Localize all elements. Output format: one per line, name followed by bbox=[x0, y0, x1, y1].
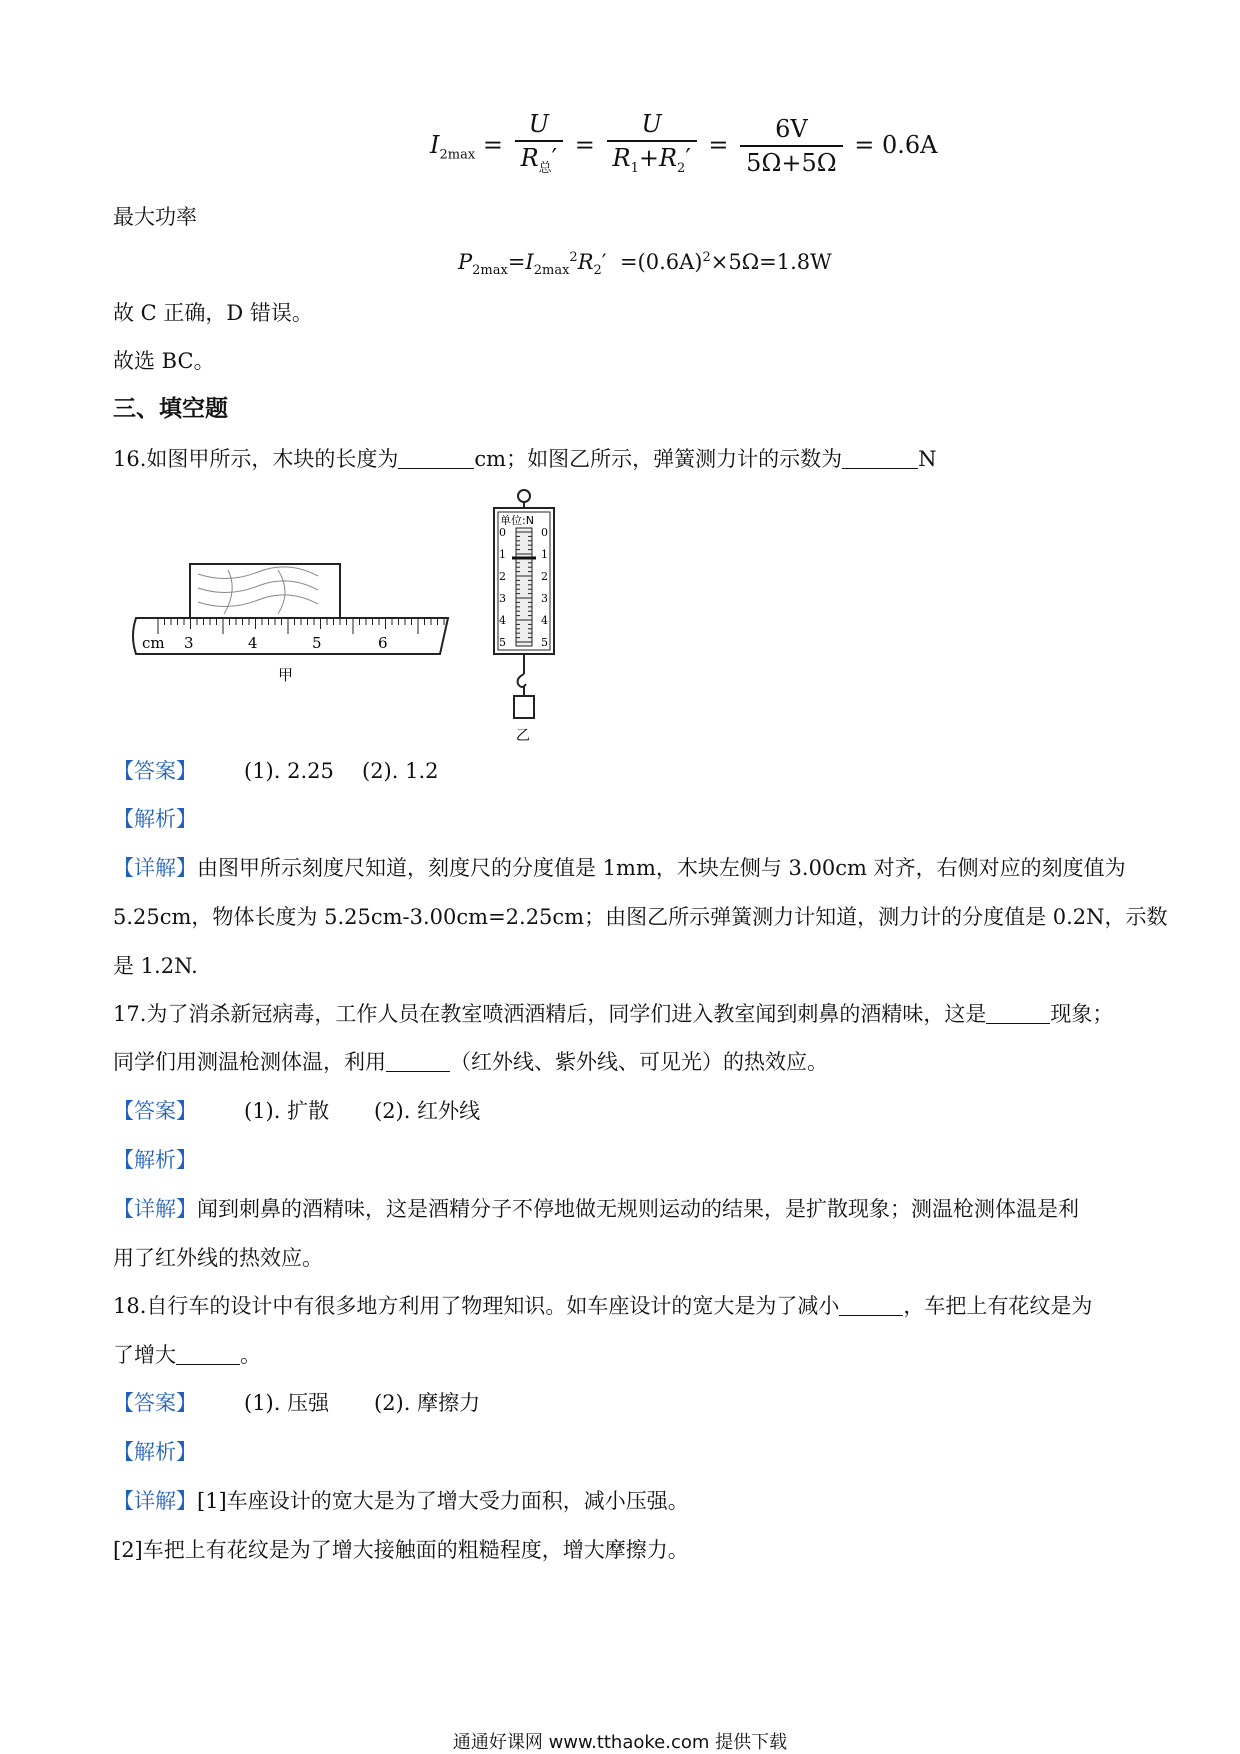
power-calc-b: ×5Ω=1.8W bbox=[710, 250, 832, 274]
resistance-prime: ′ bbox=[601, 250, 607, 274]
q16-detail-1 bbox=[113, 853, 1133, 883]
q16-detail-l1: 由图甲所示刻度尺知道，刻度尺的分度值是 1mm，木块左侧与 3.00cm 对齐，右侧对应的刻度值为 bbox=[197, 856, 1126, 880]
q16-blank-2[interactable] bbox=[842, 448, 918, 469]
weight-block bbox=[514, 696, 534, 718]
fraction-3-num: 6V bbox=[740, 113, 842, 147]
q17-blank-1[interactable] bbox=[986, 1003, 1050, 1024]
q16-detail-2: 5.25cm，物体长度为 5.25cm-3.00cm=2.25cm；由图乙所示弹簧测力计知道，测力计的分度值是 0.2N，示数 bbox=[113, 905, 1168, 929]
q18-detail-tag: 【详解】 bbox=[113, 1489, 197, 1513]
fraction-3-den: 5Ω+5Ω bbox=[746, 149, 837, 178]
q16-detail-3: 是 1.2N. bbox=[113, 954, 198, 978]
ruler-unit: cm bbox=[142, 634, 165, 652]
q16-detail-tag: 【详解】 bbox=[113, 856, 197, 880]
fraction-2 bbox=[607, 108, 697, 185]
power-calc-a: =(0.6A) bbox=[619, 250, 703, 274]
scale-tick-3: 3 bbox=[499, 592, 506, 605]
fraction-2-den-b-sub: 2 bbox=[677, 160, 686, 176]
formula-power-max bbox=[458, 250, 832, 278]
q17-detail-tag: 【详解】 bbox=[113, 1197, 197, 1221]
scale-tick-1: 1 bbox=[499, 548, 506, 561]
conclusion-2: 故选 BC。 bbox=[113, 349, 215, 373]
q18-l2b: 。 bbox=[240, 1343, 261, 1367]
q18-detail-l1: [1]车座设计的宽大是为了增大受力面积，减小压强。 bbox=[197, 1489, 689, 1513]
q17-l2a: 同学们用测温枪测体温，利用 bbox=[113, 1050, 386, 1074]
eq-current: =I bbox=[507, 250, 534, 274]
q18-analysis-tag: 【解析】 bbox=[113, 1440, 197, 1464]
scale-unit: 单位:N bbox=[500, 514, 534, 527]
q17-blank-2[interactable] bbox=[386, 1051, 450, 1072]
q17-answer-tag: 【答案】 bbox=[113, 1099, 197, 1123]
fraction-1-den-sub: 总 bbox=[538, 160, 552, 176]
q18-l1a: 18.自行车的设计中有很多地方利用了物理知识。如车座设计的宽大是为了减小 bbox=[113, 1294, 840, 1318]
page-footer: 通通好课网 www.tthaoke.com 提供下载 bbox=[452, 1732, 788, 1753]
q16-answer-2: (2). 1.2 bbox=[362, 759, 439, 783]
q18-line-2 bbox=[113, 1340, 1133, 1370]
q17-l2b: （红外线、紫外线、可见光）的热效应。 bbox=[450, 1050, 828, 1074]
scale-tick-2: 2 bbox=[499, 570, 506, 583]
scale-tick-2-right: 2 bbox=[541, 570, 548, 583]
q16-text-b: cm；如图乙所示，弹簧测力计的示数为 bbox=[474, 447, 843, 471]
fraction-1-den-prime: ′ bbox=[551, 144, 558, 172]
power-symbol: P bbox=[458, 250, 473, 274]
ruler-figure bbox=[128, 530, 468, 690]
q17-l1b: 现象； bbox=[1050, 1002, 1114, 1026]
current-sub: 2max bbox=[533, 263, 570, 279]
q18-l2a: 了增大 bbox=[113, 1343, 176, 1367]
ruler-tick-6: 6 bbox=[378, 634, 388, 652]
q17-l1a: 17.为了消杀新冠病毒，工作人员在教室喷洒酒精后，同学们进入教室闻到刺鼻的酒精味，这是 bbox=[113, 1002, 987, 1026]
ruler-tick-4: 4 bbox=[248, 634, 258, 652]
scale-tick-3-right: 3 bbox=[541, 592, 548, 605]
q18-answer-2: (2). 摩擦力 bbox=[374, 1391, 481, 1415]
q17-answer-1: (1). 扩散 bbox=[244, 1099, 330, 1123]
q18-blank-1[interactable] bbox=[839, 1295, 903, 1316]
scale-tick-5-right: 5 bbox=[541, 636, 548, 649]
q18-answer-1: (1). 压强 bbox=[244, 1391, 330, 1415]
q18-detail-1 bbox=[113, 1486, 1133, 1516]
q17-analysis-tag: 【解析】 bbox=[113, 1148, 197, 1172]
ruler-caption: 甲 bbox=[278, 666, 294, 684]
scale-tick-5: 5 bbox=[499, 636, 506, 649]
fraction-2-den-b: R bbox=[658, 144, 678, 172]
fraction-1 bbox=[515, 108, 564, 185]
scale-tick-0: 0 bbox=[499, 526, 506, 539]
q16-analysis-tag: 【解析】 bbox=[113, 807, 197, 831]
q17-detail-1 bbox=[113, 1194, 1133, 1224]
fraction-2-den-prime: ′ bbox=[685, 144, 691, 172]
scale-tick-4: 4 bbox=[499, 614, 506, 627]
formula-lhs-sub: 2max bbox=[439, 147, 476, 163]
q17-detail-2: 用了红外线的热效应。 bbox=[113, 1246, 323, 1270]
ruler-tick-5: 5 bbox=[312, 634, 322, 652]
q18-l1b: ，车把上有花纹是为 bbox=[903, 1294, 1093, 1318]
q16-text-a: 16.如图甲所示，木块的长度为 bbox=[113, 447, 399, 471]
power-sub: 2max bbox=[472, 263, 508, 279]
q18-answer-tag: 【答案】 bbox=[113, 1391, 197, 1415]
formula-result: = 0.6A bbox=[854, 130, 938, 159]
formula-current-max: $I_{2max}$ = $\frac{U}{R_总'}$ = $\frac{U}{R_1+R_2'}$ = $\frac{6V}{5\Omega+5\Omega}$ = 0.6A bbox=[430, 108, 938, 185]
q17-detail-l1: 闻到刺鼻的酒精味，这是酒精分子不停地做无规则运动的结果，是扩散现象；测温枪测体温是利 bbox=[197, 1197, 1079, 1221]
spring-scale-figure bbox=[486, 488, 566, 748]
power-calc-sup: 2 bbox=[702, 250, 711, 265]
fraction-2-den-a: R bbox=[612, 144, 631, 172]
fraction-3 bbox=[740, 113, 842, 179]
q17-answer-2: (2). 红外线 bbox=[374, 1099, 481, 1123]
scale-caption: 乙 bbox=[516, 728, 530, 744]
scale-tick-4-right: 4 bbox=[541, 614, 548, 627]
fraction-2-den-plus: + bbox=[638, 144, 659, 172]
q16-answer-1: (1). 2.25 bbox=[244, 759, 334, 783]
q18-blank-2[interactable] bbox=[176, 1344, 240, 1365]
current-sup: 2 bbox=[569, 250, 578, 265]
q17-line-2 bbox=[113, 1047, 1133, 1077]
q16-text-c: N bbox=[918, 447, 937, 471]
q16-answer-tag: 【答案】 bbox=[113, 759, 197, 783]
q17-line-1 bbox=[113, 999, 1133, 1029]
q18-line-1 bbox=[113, 1291, 1133, 1321]
fraction-1-den: R bbox=[520, 144, 539, 172]
resistance-symbol: R bbox=[577, 250, 594, 274]
q16-text bbox=[113, 444, 1133, 474]
fraction-1-num: U bbox=[515, 108, 564, 142]
section-title: 三、填空题 bbox=[113, 396, 228, 422]
ruler-tick-3: 3 bbox=[184, 634, 194, 652]
q16-blank-1[interactable] bbox=[398, 448, 474, 469]
fraction-2-den-a-sub: 1 bbox=[630, 160, 639, 176]
label-max-power: 最大功率 bbox=[113, 205, 197, 229]
conclusion-1: 故 C 正确，D 错误。 bbox=[113, 301, 313, 325]
resistance-sub: 2 bbox=[593, 263, 602, 279]
scale-tick-1-right: 1 bbox=[541, 548, 548, 561]
fraction-2-num: U bbox=[607, 108, 697, 142]
q18-detail-2: [2]车把上有花纹是为了增大接触面的粗糙程度，增大摩擦力。 bbox=[113, 1538, 689, 1562]
scale-tick-0-right: 0 bbox=[541, 526, 548, 539]
formula-lhs: I bbox=[430, 130, 440, 159]
